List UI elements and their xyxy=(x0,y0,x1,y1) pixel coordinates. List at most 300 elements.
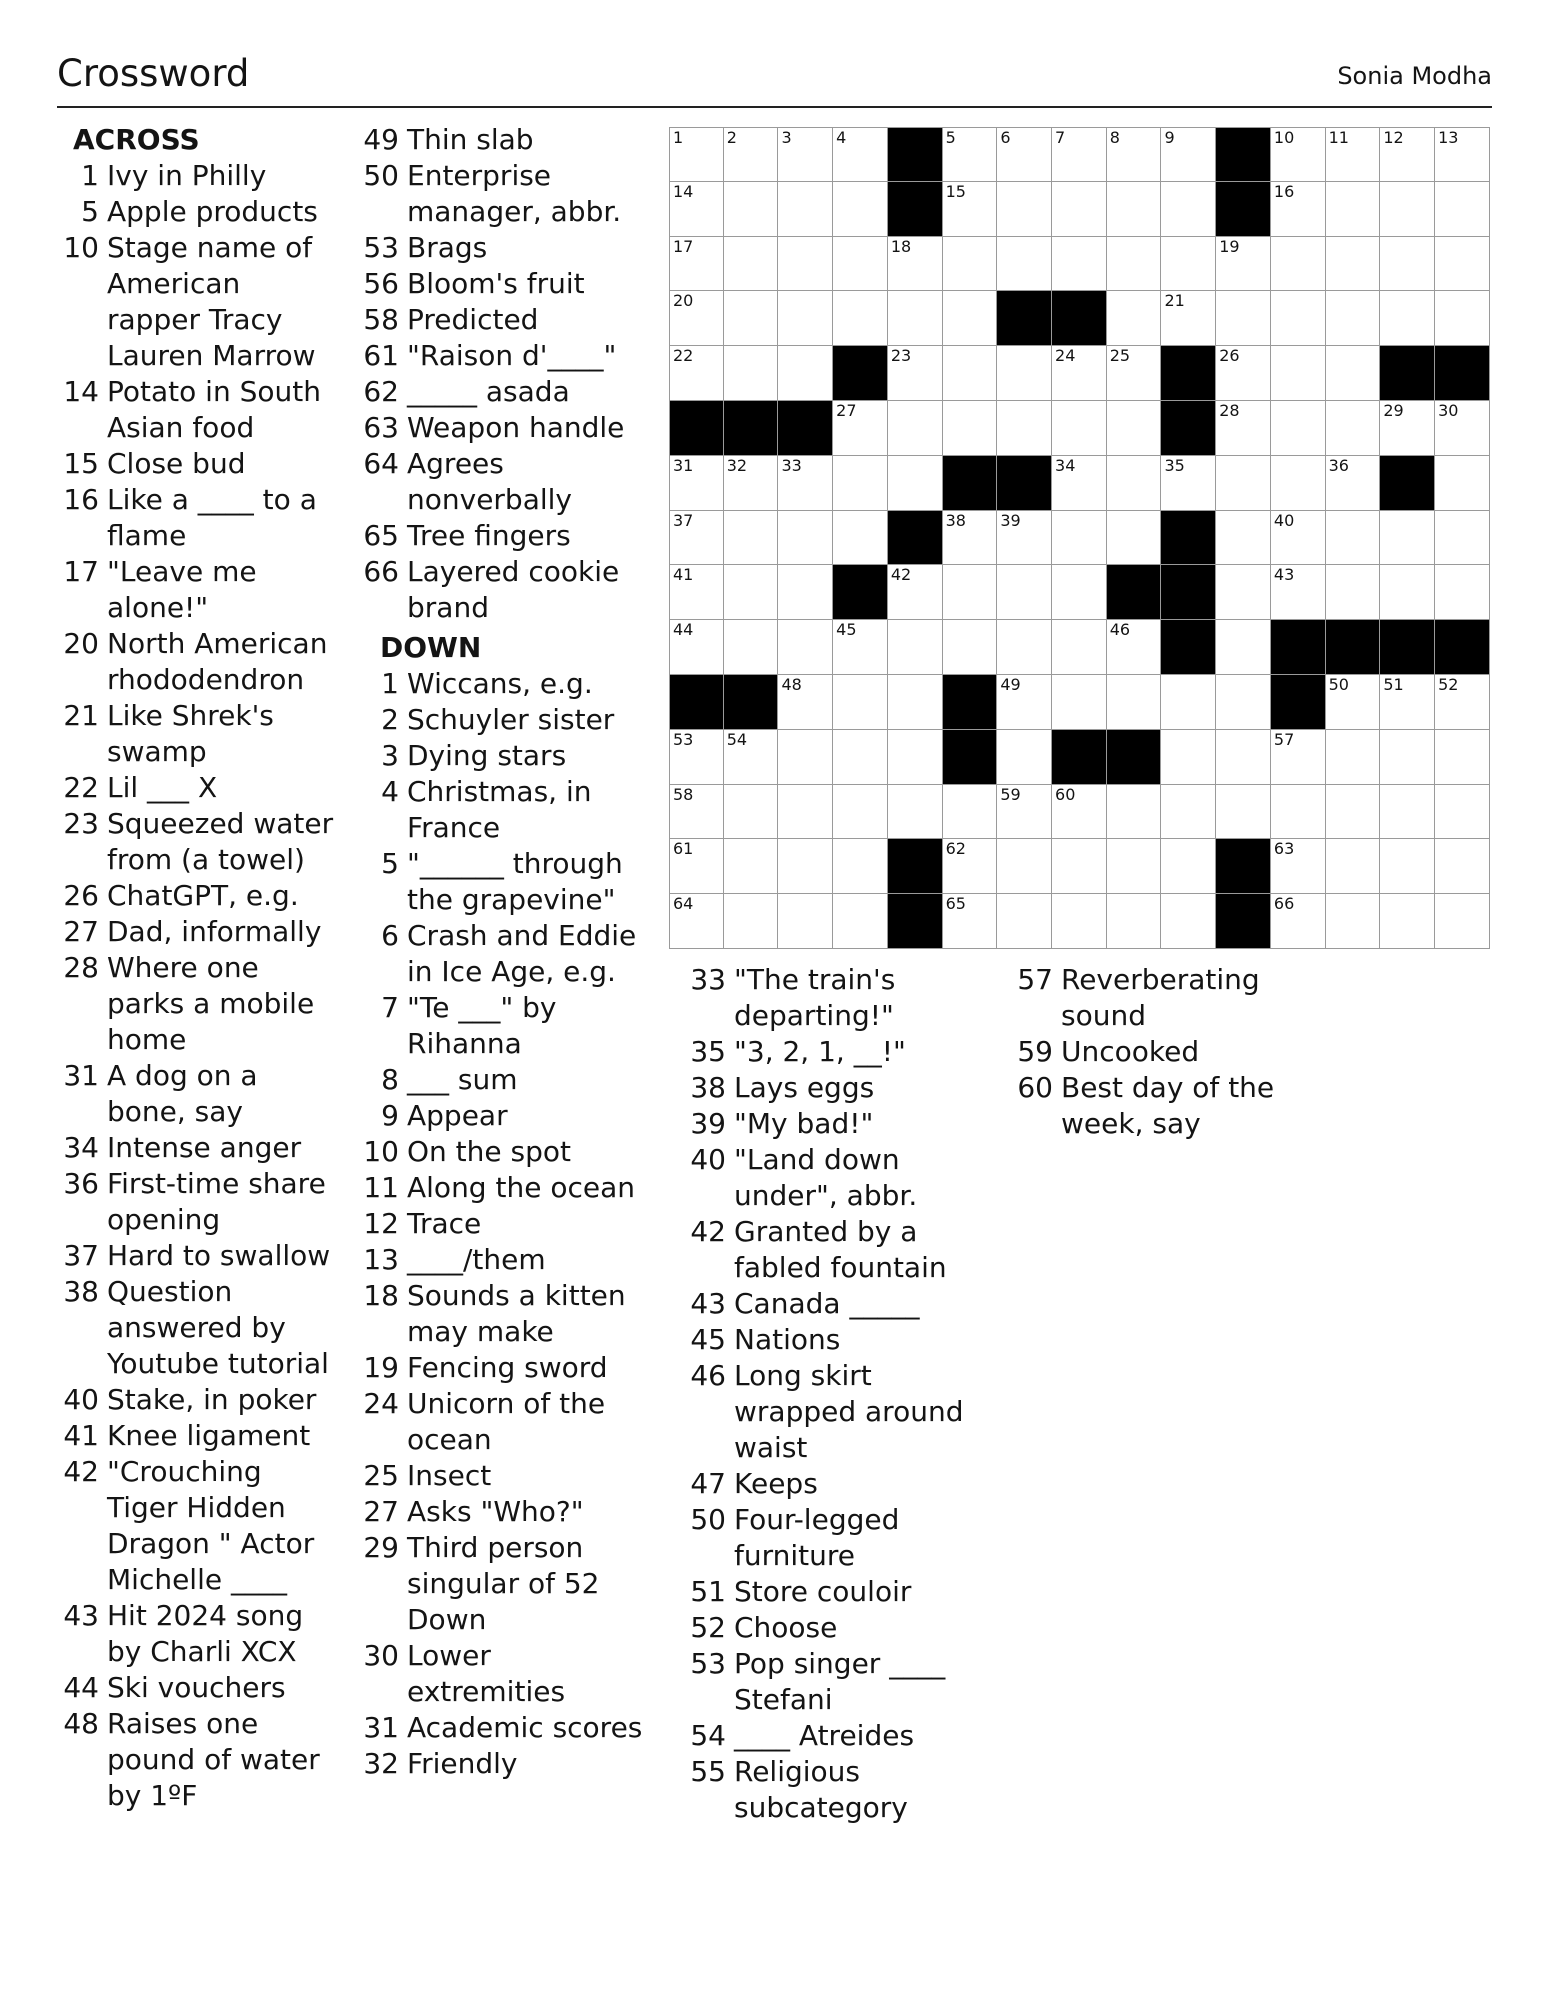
clue-down-27[interactable] xyxy=(357,1494,657,1530)
cell-number: 45 xyxy=(836,620,857,640)
grid-cell[interactable] xyxy=(1380,511,1435,566)
grid-cell[interactable] xyxy=(1052,456,1107,511)
grid-cell[interactable] xyxy=(1435,401,1490,456)
clue-down-24[interactable] xyxy=(357,1386,657,1458)
grid-cell[interactable] xyxy=(1380,565,1435,620)
grid-cell[interactable] xyxy=(997,511,1052,566)
clue-down-3[interactable] xyxy=(357,738,657,774)
grid-cell[interactable] xyxy=(778,730,833,785)
grid-cell[interactable] xyxy=(1326,675,1381,730)
clue-text: Keeps xyxy=(734,1467,818,1500)
grid-cell[interactable] xyxy=(943,785,998,840)
clue-down-31[interactable] xyxy=(357,1710,657,1746)
clue-down-40[interactable] xyxy=(684,1142,984,1214)
grid-cell[interactable] xyxy=(1216,291,1271,346)
clue-down-50[interactable] xyxy=(684,1502,984,1574)
grid-cell[interactable] xyxy=(1107,182,1162,237)
grid-cell[interactable] xyxy=(724,894,779,949)
black-square xyxy=(669,401,724,456)
grid-cell[interactable] xyxy=(833,839,888,894)
grid-cell[interactable] xyxy=(1326,237,1381,292)
grid-cell[interactable] xyxy=(997,237,1052,292)
clue-down-53[interactable] xyxy=(684,1646,984,1718)
clue-number: 59 xyxy=(1017,1035,1053,1068)
grid-cell[interactable] xyxy=(669,127,724,182)
clue-across-42[interactable] xyxy=(57,1454,341,1598)
grid-cell[interactable] xyxy=(1107,675,1162,730)
grid-cell[interactable] xyxy=(1107,127,1162,182)
grid-cell[interactable] xyxy=(1271,456,1326,511)
grid-cell[interactable] xyxy=(888,730,943,785)
clue-across-61[interactable] xyxy=(357,338,657,374)
grid-cell[interactable] xyxy=(1326,182,1381,237)
grid-cell[interactable] xyxy=(1271,127,1326,182)
grid-cell[interactable] xyxy=(833,182,888,237)
grid-cell[interactable] xyxy=(1271,291,1326,346)
clue-across-26[interactable] xyxy=(57,878,341,914)
grid-cell[interactable] xyxy=(943,894,998,949)
grid-cell[interactable] xyxy=(724,620,779,675)
grid-cell[interactable] xyxy=(1052,401,1107,456)
grid-cell[interactable] xyxy=(669,620,724,675)
grid-cell[interactable] xyxy=(778,182,833,237)
black-square xyxy=(1161,565,1216,620)
clue-text: Tree fingers xyxy=(407,519,571,552)
grid-cell[interactable] xyxy=(997,346,1052,401)
grid-cell[interactable] xyxy=(1052,346,1107,401)
grid-cell[interactable] xyxy=(1052,127,1107,182)
grid-cell[interactable] xyxy=(888,620,943,675)
grid-cell[interactable] xyxy=(1052,511,1107,566)
grid-cell[interactable] xyxy=(1161,182,1216,237)
grid-cell[interactable] xyxy=(943,620,998,675)
grid-cell[interactable] xyxy=(1216,675,1271,730)
grid-cell[interactable] xyxy=(1271,785,1326,840)
grid-cell[interactable] xyxy=(1052,839,1107,894)
grid-cell[interactable] xyxy=(669,291,724,346)
grid-cell[interactable] xyxy=(724,456,779,511)
grid-cell[interactable] xyxy=(1435,894,1490,949)
clue-down-55[interactable] xyxy=(684,1754,984,1826)
clue-across-62[interactable] xyxy=(357,374,657,410)
grid-cell[interactable] xyxy=(888,237,943,292)
clue-number: 17 xyxy=(63,555,99,588)
grid-cell[interactable] xyxy=(1326,894,1381,949)
clue-across-48[interactable] xyxy=(57,1706,341,1814)
black-square xyxy=(833,346,888,401)
clue-text: ____/them xyxy=(407,1243,546,1276)
grid-cell[interactable] xyxy=(724,785,779,840)
grid-cell[interactable] xyxy=(724,291,779,346)
grid-cell[interactable] xyxy=(778,675,833,730)
clue-down-45[interactable] xyxy=(684,1322,984,1358)
grid-row xyxy=(669,127,1490,182)
clue-across-50[interactable] xyxy=(357,158,657,230)
grid-cell[interactable] xyxy=(997,675,1052,730)
grid-cell[interactable] xyxy=(1380,291,1435,346)
cell-number: 13 xyxy=(1438,128,1459,147)
grid-cell[interactable] xyxy=(1161,785,1216,840)
clue-text: "Land down under", abbr. xyxy=(734,1143,918,1212)
clue-across-41[interactable] xyxy=(57,1418,341,1454)
clue-across-56[interactable] xyxy=(357,266,657,302)
clue-across-14[interactable] xyxy=(57,374,341,446)
clue-text: Weapon handle xyxy=(407,411,625,444)
grid-cell[interactable] xyxy=(669,346,724,401)
clue-number: 57 xyxy=(1017,963,1053,996)
grid-cell[interactable] xyxy=(1107,620,1162,675)
grid-cell[interactable] xyxy=(1052,237,1107,292)
clue-down-30[interactable] xyxy=(357,1638,657,1710)
grid-cell[interactable] xyxy=(778,291,833,346)
clue-down-57[interactable] xyxy=(1011,962,1311,1034)
grid-cell[interactable] xyxy=(888,346,943,401)
clue-across-53[interactable] xyxy=(357,230,657,266)
clue-down-29[interactable] xyxy=(357,1530,657,1638)
grid-cell[interactable] xyxy=(778,511,833,566)
grid-cell[interactable] xyxy=(1161,291,1216,346)
grid-cell[interactable] xyxy=(724,237,779,292)
grid-cell[interactable] xyxy=(724,346,779,401)
clue-across-58[interactable] xyxy=(357,302,657,338)
grid-cell[interactable] xyxy=(724,565,779,620)
clue-text: ____ Atreides xyxy=(734,1719,915,1752)
black-square xyxy=(888,839,943,894)
clue-down-46[interactable] xyxy=(684,1358,984,1466)
grid-cell[interactable] xyxy=(1435,456,1490,511)
grid-cell[interactable] xyxy=(669,785,724,840)
grid-cell[interactable] xyxy=(833,127,888,182)
grid-cell[interactable] xyxy=(943,401,998,456)
grid-cell[interactable] xyxy=(997,785,1052,840)
clue-across-21[interactable] xyxy=(57,698,341,770)
clue-down-13[interactable] xyxy=(357,1242,657,1278)
grid-cell[interactable] xyxy=(888,785,943,840)
grid-cell[interactable] xyxy=(669,511,724,566)
grid-cell[interactable] xyxy=(1326,291,1381,346)
grid-cell[interactable] xyxy=(1216,730,1271,785)
grid-cell[interactable] xyxy=(1107,237,1162,292)
clue-across-49[interactable] xyxy=(357,122,657,158)
grid-cell[interactable] xyxy=(833,401,888,456)
clue-across-5[interactable] xyxy=(57,194,341,230)
grid-cell[interactable] xyxy=(1216,511,1271,566)
clue-down-60[interactable] xyxy=(1011,1070,1311,1142)
grid-cell[interactable] xyxy=(997,182,1052,237)
grid-cell[interactable] xyxy=(997,730,1052,785)
clue-across-64[interactable] xyxy=(357,446,657,518)
grid-cell[interactable] xyxy=(1216,237,1271,292)
grid-cell[interactable] xyxy=(888,675,943,730)
grid-cell[interactable] xyxy=(1380,237,1435,292)
grid-cell[interactable] xyxy=(833,291,888,346)
clue-down-11[interactable] xyxy=(357,1170,657,1206)
grid-cell[interactable] xyxy=(778,565,833,620)
grid-cell[interactable] xyxy=(778,456,833,511)
grid-cell[interactable] xyxy=(1435,675,1490,730)
clue-text: "The train's departing!" xyxy=(734,963,896,1032)
clue-across-43[interactable] xyxy=(57,1598,341,1670)
grid-cell[interactable] xyxy=(724,511,779,566)
grid-cell[interactable] xyxy=(1216,346,1271,401)
clue-down-12[interactable] xyxy=(357,1206,657,1242)
grid-cell[interactable] xyxy=(1326,456,1381,511)
grid-cell[interactable] xyxy=(1271,894,1326,949)
cell-number: 19 xyxy=(1219,236,1240,256)
grid-cell[interactable] xyxy=(778,839,833,894)
grid-cell[interactable] xyxy=(943,182,998,237)
grid-cell[interactable] xyxy=(1435,511,1490,566)
clue-down-18[interactable] xyxy=(357,1278,657,1350)
clue-across-15[interactable] xyxy=(57,446,341,482)
grid-cell[interactable] xyxy=(1052,565,1107,620)
clue-across-37[interactable] xyxy=(57,1238,341,1274)
grid-cell[interactable] xyxy=(1107,291,1162,346)
clue-down-39[interactable] xyxy=(684,1106,984,1142)
clue-down-10[interactable] xyxy=(357,1134,657,1170)
clue-down-33[interactable] xyxy=(684,962,984,1034)
grid-cell[interactable] xyxy=(1326,565,1381,620)
grid-cell[interactable] xyxy=(1161,730,1216,785)
grid-cell[interactable] xyxy=(1161,675,1216,730)
grid-cell[interactable] xyxy=(724,182,779,237)
grid-cell[interactable] xyxy=(1326,346,1381,401)
grid-cell[interactable] xyxy=(1380,730,1435,785)
clue-across-31[interactable] xyxy=(57,1058,341,1130)
grid-cell[interactable] xyxy=(833,730,888,785)
grid-cell[interactable] xyxy=(1380,401,1435,456)
grid-cell[interactable] xyxy=(997,401,1052,456)
clue-down-47[interactable] xyxy=(684,1466,984,1502)
grid-cell[interactable] xyxy=(1161,127,1216,182)
grid-cell[interactable] xyxy=(1107,785,1162,840)
grid-cell[interactable] xyxy=(1052,182,1107,237)
grid-cell[interactable] xyxy=(1161,839,1216,894)
grid-cell[interactable] xyxy=(833,894,888,949)
grid-cell[interactable] xyxy=(669,456,724,511)
grid-cell[interactable] xyxy=(1107,401,1162,456)
clue-down-35[interactable] xyxy=(684,1034,984,1070)
clue-text: Unicorn of the ocean xyxy=(407,1387,606,1456)
clue-down-9[interactable] xyxy=(357,1098,657,1134)
grid-cell[interactable] xyxy=(1435,127,1490,182)
clue-down-5[interactable] xyxy=(357,846,657,918)
clue-down-2[interactable] xyxy=(357,702,657,738)
grid-cell[interactable] xyxy=(997,839,1052,894)
grid-cell[interactable] xyxy=(724,730,779,785)
grid-cell[interactable] xyxy=(943,127,998,182)
grid-cell[interactable] xyxy=(1435,237,1490,292)
grid-cell[interactable] xyxy=(1052,620,1107,675)
clue-down-59[interactable] xyxy=(1011,1034,1311,1070)
clue-across-27[interactable] xyxy=(57,914,341,950)
grid-row xyxy=(669,785,1490,840)
clue-down-7[interactable] xyxy=(357,990,657,1062)
grid-cell[interactable] xyxy=(1435,839,1490,894)
grid-cell[interactable] xyxy=(997,620,1052,675)
grid-cell[interactable] xyxy=(1380,675,1435,730)
clue-number: 38 xyxy=(63,1275,99,1308)
grid-cell[interactable] xyxy=(778,237,833,292)
clue-down-4[interactable] xyxy=(357,774,657,846)
grid-cell[interactable] xyxy=(1216,785,1271,840)
clue-across-65[interactable] xyxy=(357,518,657,554)
grid-cell[interactable] xyxy=(1216,620,1271,675)
clue-text: Stage name of American rapper Tracy Lauren Marrow xyxy=(107,231,316,372)
grid-cell[interactable] xyxy=(997,127,1052,182)
clue-number: 1 xyxy=(81,159,99,192)
clue-text: Dad, informally xyxy=(107,915,322,948)
clue-down-43[interactable] xyxy=(684,1286,984,1322)
grid-cell[interactable] xyxy=(1380,785,1435,840)
grid-cell[interactable] xyxy=(1271,346,1326,401)
clue-across-28[interactable] xyxy=(57,950,341,1058)
grid-cell[interactable] xyxy=(1161,894,1216,949)
grid-cell[interactable] xyxy=(1435,291,1490,346)
grid-cell[interactable] xyxy=(1380,182,1435,237)
clue-across-20[interactable] xyxy=(57,626,341,698)
grid-cell[interactable] xyxy=(997,565,1052,620)
grid-cell[interactable] xyxy=(778,346,833,401)
grid-cell[interactable] xyxy=(1380,127,1435,182)
black-square xyxy=(1326,620,1381,675)
grid-cell[interactable] xyxy=(1052,785,1107,840)
grid-cell[interactable] xyxy=(1326,401,1381,456)
black-square xyxy=(1107,565,1162,620)
cell-number: 21 xyxy=(1164,291,1185,311)
grid-cell[interactable] xyxy=(1435,182,1490,237)
clue-down-19[interactable] xyxy=(357,1350,657,1386)
clue-number: 50 xyxy=(690,1503,726,1536)
grid-cell[interactable] xyxy=(1052,894,1107,949)
clue-number: 64 xyxy=(363,447,399,480)
grid-cell[interactable] xyxy=(1271,565,1326,620)
clue-down-51[interactable] xyxy=(684,1574,984,1610)
grid-cell[interactable] xyxy=(833,785,888,840)
clue-column-2 xyxy=(357,122,657,1782)
grid-cell[interactable] xyxy=(778,127,833,182)
clue-across-1[interactable] xyxy=(57,158,341,194)
grid-cell[interactable] xyxy=(997,894,1052,949)
grid-cell[interactable] xyxy=(1271,839,1326,894)
clue-number: 30 xyxy=(363,1639,399,1672)
grid-cell[interactable] xyxy=(1435,565,1490,620)
grid-cell[interactable] xyxy=(888,565,943,620)
clue-across-36[interactable] xyxy=(57,1166,341,1238)
clue-down-6[interactable] xyxy=(357,918,657,990)
clue-down-25[interactable] xyxy=(357,1458,657,1494)
grid-cell[interactable] xyxy=(1380,894,1435,949)
grid-cell[interactable] xyxy=(724,127,779,182)
grid-cell[interactable] xyxy=(724,839,779,894)
clue-across-17[interactable] xyxy=(57,554,341,626)
grid-cell[interactable] xyxy=(1216,401,1271,456)
clue-number: 62 xyxy=(363,375,399,408)
grid-cell[interactable] xyxy=(1326,511,1381,566)
grid-cell[interactable] xyxy=(1326,785,1381,840)
clue-down-52[interactable] xyxy=(684,1610,984,1646)
cell-number: 52 xyxy=(1438,674,1459,694)
clue-across-38[interactable] xyxy=(57,1274,341,1382)
grid-cell[interactable] xyxy=(1161,237,1216,292)
clue-down-8[interactable] xyxy=(357,1062,657,1098)
grid-cell[interactable] xyxy=(669,565,724,620)
grid-cell[interactable] xyxy=(888,291,943,346)
grid-cell[interactable] xyxy=(1326,839,1381,894)
clue-down-54[interactable] xyxy=(684,1718,984,1754)
grid-cell[interactable] xyxy=(833,237,888,292)
clue-text: ___ sum xyxy=(407,1063,518,1096)
grid-cell[interactable] xyxy=(1271,511,1326,566)
grid-cell[interactable] xyxy=(1107,894,1162,949)
clue-across-44[interactable] xyxy=(57,1670,341,1706)
grid-cell[interactable] xyxy=(1435,785,1490,840)
clue-down-38[interactable] xyxy=(684,1070,984,1106)
grid-cell[interactable] xyxy=(943,565,998,620)
grid-cell[interactable] xyxy=(833,456,888,511)
grid-cell[interactable] xyxy=(943,346,998,401)
grid-cell[interactable] xyxy=(888,456,943,511)
clue-across-66[interactable] xyxy=(357,554,657,626)
grid-cell[interactable] xyxy=(1161,456,1216,511)
clue-across-34[interactable] xyxy=(57,1130,341,1166)
grid-cell[interactable] xyxy=(778,620,833,675)
grid-cell[interactable] xyxy=(1271,237,1326,292)
grid-cell[interactable] xyxy=(778,785,833,840)
clue-number: 36 xyxy=(63,1167,99,1200)
grid-cell[interactable] xyxy=(833,511,888,566)
grid-cell[interactable] xyxy=(1107,839,1162,894)
grid-cell[interactable] xyxy=(778,894,833,949)
grid-cell[interactable] xyxy=(943,291,998,346)
grid-cell[interactable] xyxy=(1326,730,1381,785)
grid-cell[interactable] xyxy=(1326,127,1381,182)
grid-cell[interactable] xyxy=(1107,511,1162,566)
grid-cell[interactable] xyxy=(669,237,724,292)
clue-down-1[interactable] xyxy=(357,666,657,702)
grid-cell[interactable] xyxy=(1107,346,1162,401)
grid-cell[interactable] xyxy=(669,182,724,237)
clue-across-40[interactable] xyxy=(57,1382,341,1418)
grid-cell[interactable] xyxy=(943,839,998,894)
grid-cell[interactable] xyxy=(1271,401,1326,456)
grid-cell[interactable] xyxy=(833,675,888,730)
grid-cell[interactable] xyxy=(888,401,943,456)
clue-text: Wiccans, e.g. xyxy=(407,667,593,700)
clue-down-32[interactable] xyxy=(357,1746,657,1782)
clue-across-23[interactable] xyxy=(57,806,341,878)
clue-down-42[interactable] xyxy=(684,1214,984,1286)
grid-cell[interactable] xyxy=(1216,456,1271,511)
grid-cell[interactable] xyxy=(1435,730,1490,785)
grid-cell[interactable] xyxy=(833,620,888,675)
grid-cell[interactable] xyxy=(943,511,998,566)
grid-cell[interactable] xyxy=(1271,730,1326,785)
grid-cell[interactable] xyxy=(1107,456,1162,511)
grid-cell[interactable] xyxy=(669,730,724,785)
grid-cell[interactable] xyxy=(1216,565,1271,620)
grid-cell[interactable] xyxy=(669,839,724,894)
grid-cell[interactable] xyxy=(1052,675,1107,730)
clue-across-22[interactable] xyxy=(57,770,341,806)
grid-cell[interactable] xyxy=(943,237,998,292)
clue-across-10[interactable] xyxy=(57,230,341,374)
grid-cell[interactable] xyxy=(669,894,724,949)
grid-cell[interactable] xyxy=(1271,182,1326,237)
clue-across-16[interactable] xyxy=(57,482,341,554)
clue-across-63[interactable] xyxy=(357,410,657,446)
grid-cell[interactable] xyxy=(1380,839,1435,894)
